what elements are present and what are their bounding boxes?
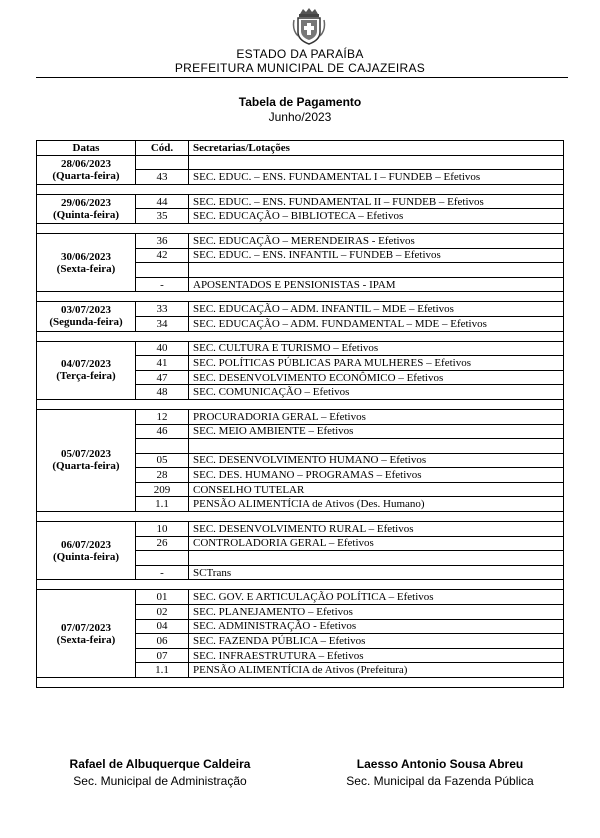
column-header-code: Cód. xyxy=(136,141,189,156)
date-cell xyxy=(37,590,136,678)
table-row xyxy=(37,302,564,317)
code-cell xyxy=(136,263,189,278)
department-cell: SEC. EDUC. – ENS. FUNDAMENTAL II – FUNDEB – Efetivos xyxy=(189,194,564,209)
payment-date: 29/06/2023 xyxy=(60,196,112,209)
code-cell: 28 xyxy=(136,468,189,483)
code-cell: 41 xyxy=(136,356,189,371)
department-cell: CONSELHO TUTELAR xyxy=(189,482,564,497)
spacer-row xyxy=(37,331,564,341)
code-cell: 07 xyxy=(136,648,189,663)
code-cell: - xyxy=(136,277,189,292)
payment-weekday: (Quinta-feira) xyxy=(53,550,119,563)
payment-date: 30/06/2023 xyxy=(60,250,112,263)
table-row xyxy=(37,194,564,209)
page-title: Tabela de Pagamento xyxy=(238,95,362,109)
code-cell: 34 xyxy=(136,316,189,331)
department-cell: SEC. ADMINISTRAÇÃO - Efetivos xyxy=(189,619,564,634)
spacer-row xyxy=(37,580,564,590)
spacer-row xyxy=(37,292,564,302)
department-cell: SEC. CULTURA E TURISMO – Efetivos xyxy=(189,341,564,356)
department-cell: SEC. DESENVOLVIMENTO HUMANO – Efetivos xyxy=(189,453,564,468)
table-row xyxy=(37,590,564,605)
department-cell: PROCURADORIA GERAL – Efetivos xyxy=(189,409,564,424)
payment-table xyxy=(36,140,564,688)
spacer-row xyxy=(37,184,564,194)
payment-weekday: (Quarta-feira) xyxy=(52,460,120,473)
spacer-cell xyxy=(37,512,564,522)
spacer-cell xyxy=(37,580,564,590)
spacer-cell xyxy=(37,223,564,233)
department-cell: SEC. EDUCAÇÃO – ADM. INFANTIL – MDE – Efetivos xyxy=(189,302,564,317)
department-cell: SEC. MEIO AMBIENTE – Efetivos xyxy=(189,424,564,439)
department-cell: SEC. DES. HUMANO – PROGRAMAS – Efetivos xyxy=(189,468,564,483)
date-cell xyxy=(37,522,136,580)
code-cell: 05 xyxy=(136,453,189,468)
signature-role: Sec. Municipal de Administração xyxy=(73,774,247,788)
code-cell: - xyxy=(136,565,189,580)
code-cell: 209 xyxy=(136,482,189,497)
signature-administration xyxy=(40,757,280,788)
spacer-row xyxy=(37,678,564,688)
department-cell: CONTROLADORIA GERAL – Efetivos xyxy=(189,536,564,551)
spacer-cell xyxy=(37,678,564,688)
signature-role: Sec. Municipal da Fazenda Pública xyxy=(346,774,534,788)
table-row xyxy=(37,233,564,248)
code-cell: 04 xyxy=(136,619,189,634)
table-row xyxy=(37,409,564,424)
code-cell: 06 xyxy=(136,634,189,649)
date-cell xyxy=(37,194,136,223)
table-row xyxy=(37,522,564,537)
table-header-row xyxy=(37,141,564,156)
code-cell: 46 xyxy=(136,424,189,439)
payment-date: 06/07/2023 xyxy=(60,538,112,551)
code-cell: 35 xyxy=(136,209,189,224)
code-cell: 12 xyxy=(136,409,189,424)
column-header-departments: Secretarias/Lotações xyxy=(189,141,564,156)
payment-table-body xyxy=(37,155,564,687)
department-cell: SEC. EDUCAÇÃO – MERENDEIRAS - Efetivos xyxy=(189,233,564,248)
department-cell: SEC. GOV. E ARTICULAÇÃO POLÍTICA – Efetivos xyxy=(189,590,564,605)
spacer-cell xyxy=(37,292,564,302)
department-cell: SEC. EDUC. – ENS. FUNDAMENTAL I – FUNDEB – Efetivos xyxy=(189,170,564,185)
code-cell xyxy=(136,439,189,454)
department-cell: SEC. EDUC. – ENS. INFANTIL – FUNDEB – Efetivos xyxy=(189,248,564,263)
code-cell: 43 xyxy=(136,170,189,185)
payment-date: 05/07/2023 xyxy=(60,448,112,461)
coat-of-arms-icon xyxy=(292,6,326,46)
department-cell xyxy=(189,155,564,170)
code-cell: 40 xyxy=(136,341,189,356)
code-cell: 48 xyxy=(136,385,189,400)
spacer-row xyxy=(37,399,564,409)
department-cell xyxy=(189,263,564,278)
code-cell: 1.1 xyxy=(136,663,189,678)
spacer-cell xyxy=(37,184,564,194)
state-name: ESTADO DA PARAÍBA xyxy=(236,47,364,61)
payment-date: 07/07/2023 xyxy=(60,621,112,634)
page-subtitle: Junho/2023 xyxy=(268,110,332,124)
department-cell xyxy=(189,439,564,454)
table-row xyxy=(37,341,564,356)
department-cell: SEC. DESENVOLVIMENTO RURAL – Efetivos xyxy=(189,522,564,537)
payment-date: 28/06/2023 xyxy=(60,157,112,170)
department-cell: PENSÃO ALIMENTÍCIA de Ativos (Des. Humano) xyxy=(189,497,564,512)
department-cell: APOSENTADOS E PENSIONISTAS - IPAM xyxy=(189,277,564,292)
spacer-cell xyxy=(37,399,564,409)
code-cell xyxy=(136,155,189,170)
code-cell xyxy=(136,551,189,566)
code-cell: 44 xyxy=(136,194,189,209)
signature-name: Laesso Antonio Sousa Abreu xyxy=(356,757,524,771)
department-cell: SEC. EDUCAÇÃO – BIBLIOTECA – Efetivos xyxy=(189,209,564,224)
department-cell: SEC. INFRAESTRUTURA – Efetivos xyxy=(189,648,564,663)
date-cell xyxy=(37,155,136,184)
department-cell: SCTrans xyxy=(189,565,564,580)
code-cell: 26 xyxy=(136,536,189,551)
department-cell xyxy=(189,551,564,566)
spacer-cell xyxy=(37,331,564,341)
spacer-row xyxy=(37,223,564,233)
department-cell: SEC. FAZENDA PÚBLICA – Efetivos xyxy=(189,634,564,649)
code-cell: 01 xyxy=(136,590,189,605)
column-header-dates: Datas xyxy=(37,141,136,156)
department-cell: SEC. POLÍTICAS PÚBLICAS PARA MULHERES – Efetivos xyxy=(189,356,564,371)
department-cell: SEC. COMUNICAÇÃO – Efetivos xyxy=(189,385,564,400)
payment-weekday: (Quinta-feira) xyxy=(53,208,119,221)
code-cell: 02 xyxy=(136,605,189,620)
payment-date: 03/07/2023 xyxy=(60,304,112,317)
signature-name: Rafael de Albuquerque Caldeira xyxy=(69,757,251,771)
payment-weekday: (Terça-feira) xyxy=(56,370,116,383)
payment-weekday: (Segunda-feira) xyxy=(49,316,123,329)
payment-weekday: (Sexta-feira) xyxy=(56,262,116,275)
spacer-row xyxy=(37,512,564,522)
code-cell: 47 xyxy=(136,370,189,385)
table-row xyxy=(37,155,564,170)
department-cell: SEC. DESENVOLVIMENTO ECONÔMICO – Efetivos xyxy=(189,370,564,385)
code-cell: 33 xyxy=(136,302,189,317)
payment-weekday: (Quarta-feira) xyxy=(52,169,120,182)
signature-finance xyxy=(320,757,560,788)
department-cell: SEC. PLANEJAMENTO – Efetivos xyxy=(189,605,564,620)
code-cell: 1.1 xyxy=(136,497,189,512)
date-cell xyxy=(37,302,136,331)
date-cell xyxy=(37,341,136,399)
code-cell: 42 xyxy=(136,248,189,263)
header-divider xyxy=(36,77,568,78)
date-cell xyxy=(37,409,136,511)
code-cell: 10 xyxy=(136,522,189,537)
municipality-name: PREFEITURA MUNICIPAL DE CAJAZEIRAS xyxy=(174,61,426,75)
date-cell xyxy=(37,233,136,291)
payment-weekday: (Sexta-feira) xyxy=(56,633,116,646)
department-cell: SEC. EDUCAÇÃO – ADM. FUNDAMENTAL – MDE – Efetivos xyxy=(189,316,564,331)
department-cell: PENSÃO ALIMENTÍCIA de Ativos (Prefeitura) xyxy=(189,663,564,678)
payment-date: 04/07/2023 xyxy=(60,358,112,371)
code-cell: 36 xyxy=(136,233,189,248)
